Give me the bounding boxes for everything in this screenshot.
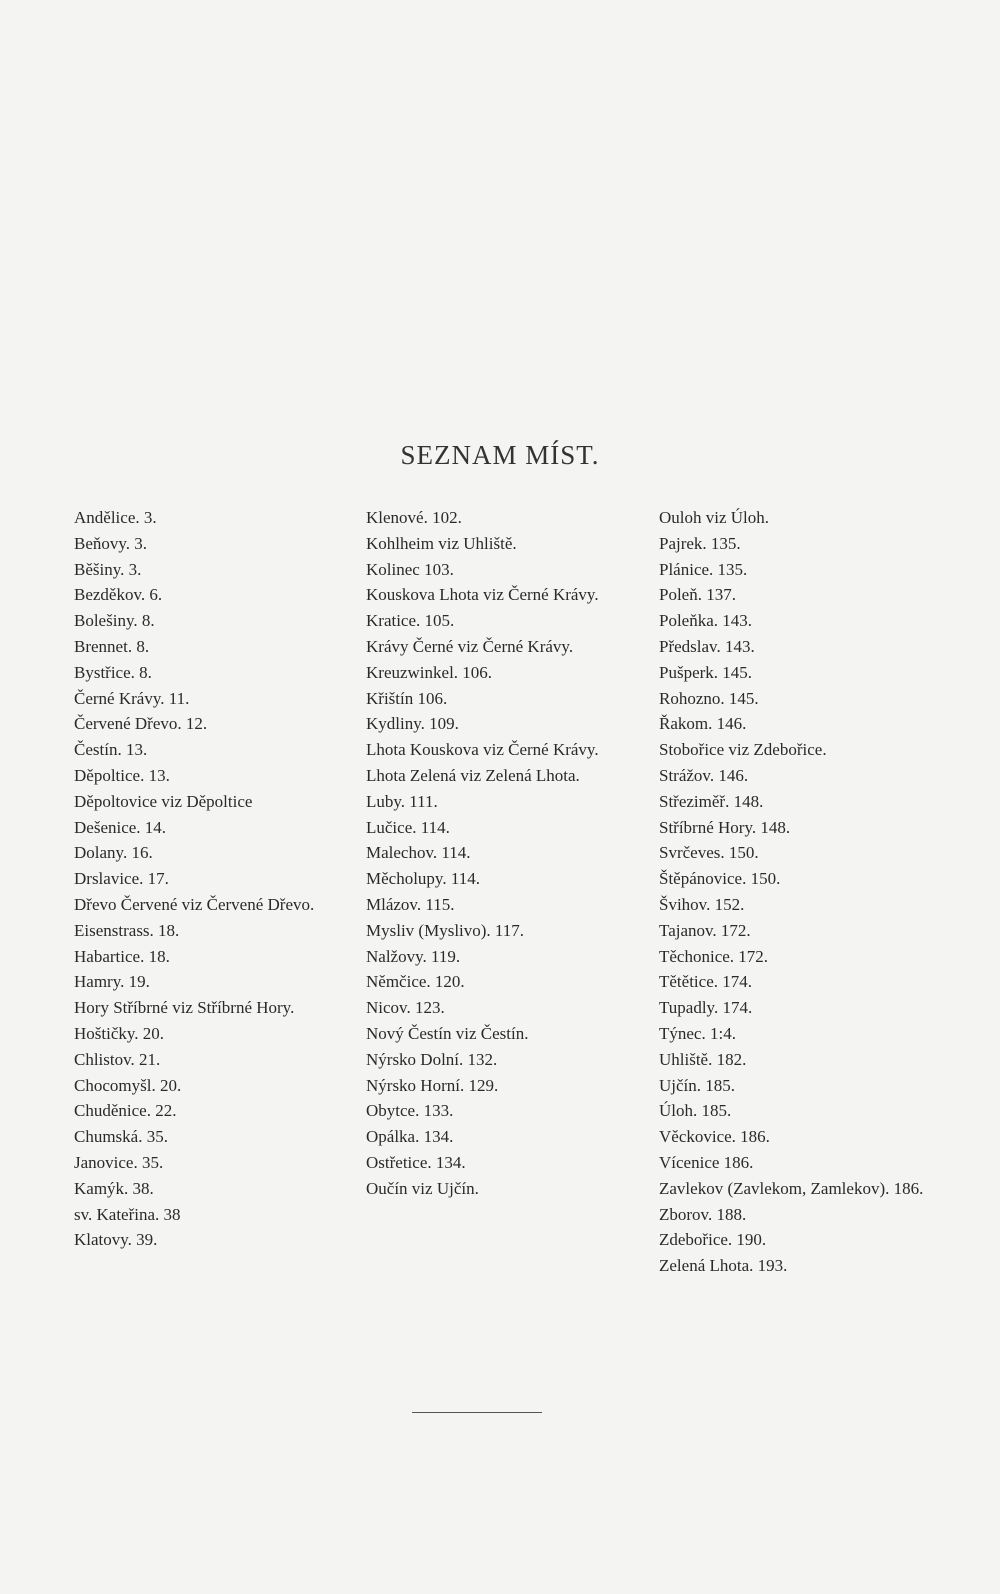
index-entry: Luby. 111. [366, 791, 438, 811]
index-entry: Andělice. 3. [74, 508, 157, 527]
index-entry: Měcholupy. 114. [366, 869, 480, 889]
index-entry: Mysliv (Myslivo). 117. [366, 920, 525, 940]
index-entry: Kreuzwinkel. 106. [366, 662, 493, 682]
index-column-1 [74, 505, 364, 1253]
index-entry: Opálka. 134. [366, 1127, 454, 1147]
index-entry: Tětětice. 174. [659, 972, 752, 992]
index-entry: Vícenice 186. [659, 1152, 754, 1172]
index-entry: Věckovice. 186. [659, 1127, 770, 1147]
index-entry: Tupadly. 174. [659, 998, 753, 1018]
index-entry: Eisenstrass. 18. [74, 920, 180, 940]
index-entry: Řakom. 146. [659, 714, 747, 734]
index-entry: Oučín viz Ujčín. [366, 1178, 479, 1198]
index-entry: Pušperk. 145. [659, 662, 753, 682]
closing-rule [412, 1412, 542, 1413]
index-entry: Červené Dřevo. 12. [74, 714, 208, 734]
index-entry: Střeziměř. 148. [659, 791, 764, 811]
page-title: SEZNAM MÍST. [400, 440, 600, 470]
index-entry: Kamýk. 38. [74, 1178, 154, 1198]
index-entry: Zelená Lhota. 193. [659, 1256, 788, 1276]
index-entry: Hoštičky. 20. [74, 1023, 165, 1043]
index-entry: Brennet. 8. [74, 636, 150, 656]
index-column-3 [659, 505, 959, 1279]
index-entry: Dřevo Červené viz Červené Dřevo. [74, 894, 315, 914]
index-entry: Chlistov. 21. [74, 1049, 161, 1069]
index-entry: Nýrsko Horní. 129. [366, 1075, 499, 1095]
index-entry: Stříbrné Hory. 148. [659, 817, 791, 837]
index-entry: Předslav. 143. [659, 636, 755, 656]
index-entry: Kratice. 105. [366, 611, 455, 631]
index-entry: Habartice. 18. [74, 946, 170, 966]
index-entry: Bystřice. 8. [74, 662, 152, 682]
index-entry: Dolany. 16. [74, 843, 153, 863]
index-entry: Lhota Zelená viz Zelená Lhota. [366, 765, 580, 785]
index-entry: Dešenice. 14. [74, 817, 167, 837]
index-entry: Kydliny. 109. [366, 714, 459, 734]
index-entry: Pajrek. 135. [659, 533, 741, 553]
index-entry: Švihov. 152. [659, 894, 745, 914]
index-entry: Němčice. 120. [366, 972, 465, 992]
index-entry: Zdebořice. 190. [659, 1230, 767, 1250]
index-entry: Týnec. 1:4. [659, 1023, 736, 1043]
index-entry: Děpoltovice viz Děpoltice [74, 791, 253, 811]
index-entry: Hory Stříbrné viz Stříbrné Hory. [74, 998, 295, 1018]
index-entry: Obytce. 133. [366, 1101, 454, 1121]
index-entry: Ostřetice. 134. [366, 1152, 466, 1172]
index-entry: Chuděnice. 22. [74, 1101, 177, 1121]
index-entry: Nalžovy. 119. [366, 946, 461, 966]
index-entry: Křištín 106. [366, 688, 448, 708]
index-entry: Kouskova Lhota viz Černé Krávy. [366, 585, 599, 605]
index-entry: Drslavice. 17. [74, 869, 169, 889]
index-entry: Úloh. 185. [659, 1101, 732, 1121]
index-entry: Poleň. 137. [659, 585, 736, 605]
index-entry: Lhota Kouskova viz Černé Krávy. [366, 740, 599, 760]
index-entry: Beňovy. 3. [74, 533, 148, 553]
index-entry: Nýrsko Dolní. 132. [366, 1049, 498, 1069]
index-entry: Nicov. 123. [366, 998, 445, 1018]
index-entry: Chocomyšl. 20. [74, 1075, 182, 1095]
index-entry: Chumská. 35. [74, 1127, 168, 1147]
index-entry: Ujčín. 185. [659, 1075, 736, 1095]
index-entry: Kohlheim viz Uhliště. [366, 533, 517, 553]
index-entry: sv. Kateřina. 38 [74, 1204, 181, 1224]
index-entry: Tajanov. 172. [659, 920, 751, 940]
index-entry: Těchonice. 172. [659, 946, 769, 966]
index-entry: Rohozno. 145. [659, 688, 759, 708]
index-entry: Děpoltice. 13. [74, 765, 170, 785]
index-entry: Mlázov. 115. [366, 894, 455, 914]
index-entry: Poleňka. 143. [659, 611, 753, 631]
index-entry: Černé Krávy. 11. [74, 688, 190, 708]
index-entry: Klenové. 102. [366, 508, 462, 527]
index-entry: Bolešiny. 8. [74, 611, 155, 631]
index-entry: Zavlekov (Zavlekom, Zamlekov). 186. [659, 1178, 924, 1198]
index-entry: Janovice. 35. [74, 1152, 164, 1172]
index-entry: Ouloh viz Úloh. [659, 508, 770, 527]
index-entry: Uhliště. 182. [659, 1049, 747, 1069]
index-entry: Bezděkov. 6. [74, 585, 163, 605]
index-entry: Stobořice viz Zdebořice. [659, 740, 827, 760]
index-entry: Kolinec 103. [366, 559, 454, 579]
index-entry: Malechov. 114. [366, 843, 471, 863]
index-entry: Svrčeves. 150. [659, 843, 759, 863]
index-entry: Zborov. 188. [659, 1204, 747, 1224]
index-entry: Čestín. 13. [74, 740, 148, 760]
index-entry: Strážov. 146. [659, 765, 749, 785]
index-entry: Štěpánovice. 150. [659, 869, 781, 889]
index-entry: Lučice. 114. [366, 817, 450, 837]
index-entry: Krávy Černé viz Černé Krávy. [366, 636, 574, 656]
index-column-2 [366, 505, 656, 1202]
index-entry: Klatovy. 39. [74, 1230, 158, 1250]
index-entry: Plánice. 135. [659, 559, 748, 579]
index-entry: Hamry. 19. [74, 972, 150, 992]
index-entry: Běšiny. 3. [74, 559, 142, 579]
index-entry: Nový Čestín viz Čestín. [366, 1023, 529, 1043]
